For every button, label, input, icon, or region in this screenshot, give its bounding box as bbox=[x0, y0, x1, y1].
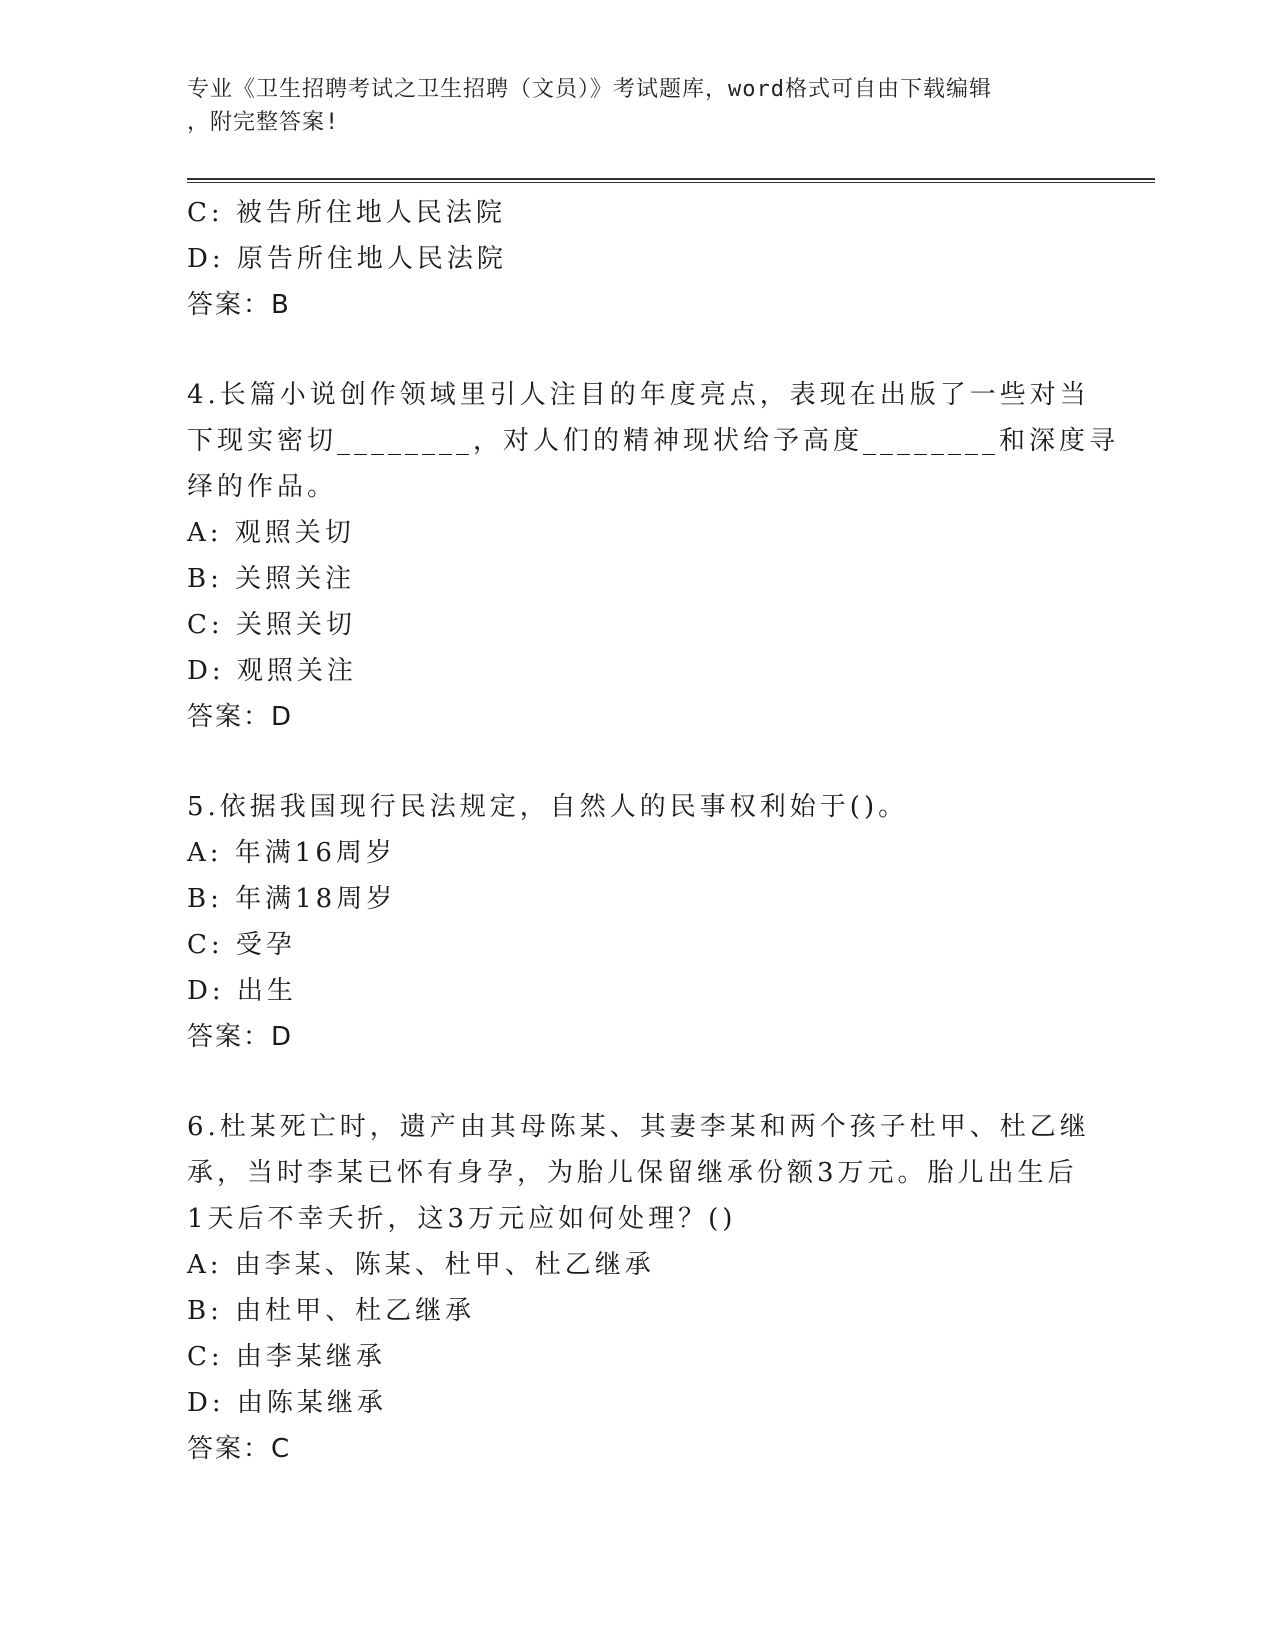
question-5 bbox=[187, 784, 1067, 1060]
option-d: D: 出生 bbox=[187, 976, 297, 1006]
question-text-line: 5.依据我国现行民法规定，自然人的民事权利始于()。 bbox=[187, 792, 909, 822]
question-list bbox=[187, 190, 1120, 1472]
document-header bbox=[187, 73, 1067, 139]
answer-line: 答案：B bbox=[187, 290, 291, 320]
question-4 bbox=[187, 372, 1120, 740]
option-a: A: 年满16周岁 bbox=[187, 838, 396, 868]
spacer bbox=[187, 740, 1067, 784]
header-line-2: ，附完整答案! bbox=[187, 110, 340, 135]
question-text-line: 绎的作品。 bbox=[187, 472, 338, 502]
spacer bbox=[187, 328, 1067, 372]
option-a: A: 观照关切 bbox=[187, 518, 355, 548]
header-line-1: 专业《卫生招聘考试之卫生招聘（文员）》考试题库，word格式可自由下载编辑 bbox=[187, 77, 992, 102]
option-c: C: 由李某继承 bbox=[187, 1342, 386, 1372]
option-d: D: 由陈某继承 bbox=[187, 1388, 387, 1418]
spacer bbox=[187, 1060, 1067, 1104]
option-c: C: 被告所住地人民法院 bbox=[187, 198, 506, 228]
question-text-line: 下现实密切________，对人们的精神现状给予高度________和深度寻 bbox=[187, 426, 1120, 456]
option-b: B: 关照关注 bbox=[187, 564, 356, 594]
question-text-line: 6.杜某死亡时，遗产由其母陈某、其妻李某和两个孩子杜甲、杜乙继 bbox=[187, 1112, 1090, 1142]
header-divider bbox=[187, 178, 1155, 183]
question-text-line: 承，当时李某已怀有身孕，为胎儿保留继承份额3万元。胎儿出生后 bbox=[187, 1158, 1078, 1188]
option-d: D: 观照关注 bbox=[187, 656, 357, 686]
option-b: B: 由杜甲、杜乙继承 bbox=[187, 1296, 476, 1326]
answer-line: 答案：D bbox=[187, 702, 294, 732]
question-text-line: 1天后不幸夭折，这3万元应如何处理？() bbox=[187, 1204, 737, 1234]
question-6 bbox=[187, 1104, 1090, 1472]
answer-line: 答案：D bbox=[187, 1022, 294, 1052]
answer-line: 答案：C bbox=[187, 1434, 292, 1464]
option-b: B: 年满18周岁 bbox=[187, 884, 397, 914]
previous-question-tail bbox=[187, 190, 1067, 328]
option-c: C: 受孕 bbox=[187, 930, 296, 960]
option-c: C: 关照关切 bbox=[187, 610, 356, 640]
question-text-line: 4.长篇小说创作领域里引人注目的年度亮点，表现在出版了一些对当 bbox=[187, 380, 1090, 410]
option-d: D: 原告所住地人民法院 bbox=[187, 244, 507, 274]
option-a: A: 由李某、陈某、杜甲、杜乙继承 bbox=[187, 1250, 655, 1280]
